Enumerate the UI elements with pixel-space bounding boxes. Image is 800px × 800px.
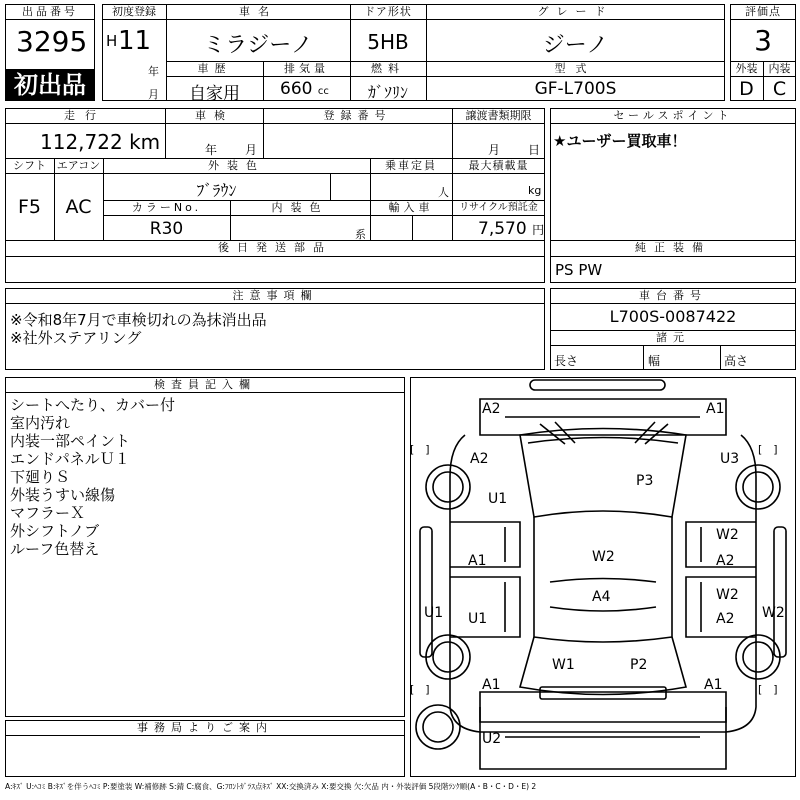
inspector-line: 室内汚れ	[10, 414, 71, 432]
transfer-label: 譲渡書類期限	[465, 109, 532, 122]
height-label: 高さ	[724, 354, 749, 368]
displacement-value: 660	[280, 79, 313, 99]
recycle	[478, 219, 544, 239]
reg-year-unit: 年	[148, 65, 159, 78]
shift-label: シフト	[13, 159, 46, 172]
fuel: ｶﾞｿﾘﾝ	[367, 83, 408, 102]
mileage-label: 走行	[64, 109, 106, 122]
intcolor-unit: 系	[355, 228, 366, 241]
diagram-mark: U1	[424, 605, 444, 621]
sales-label: セールスポイント	[613, 109, 733, 122]
length-label: 長さ	[554, 354, 579, 368]
color-label: 外装色	[208, 159, 265, 172]
reg-label: 初度登録	[112, 5, 156, 18]
history-label: 車歴	[197, 62, 232, 75]
diagram-mark: A2	[716, 553, 735, 569]
diagram-mark: A1	[704, 677, 723, 693]
width-label: 幅	[648, 354, 661, 368]
inspector-line: マフラーＸ	[10, 504, 86, 522]
ac-label: エアコン	[56, 159, 101, 172]
legend: A:ｷｽﾞ U:ﾍｺﾐ B:ｷｽﾞを伴うﾍｺﾐ P:要塗装 W:補修跡 S:錆 C:腐食、G:ﾌﾛﾝﾄｶﾞﾗｽ点ｷｽﾞ XX:交換済み X:要交換 欠:欠品 内・外装評価 5段階ﾗﾝｸ順(A・B・C・D・E) 2	[5, 782, 537, 791]
inspector-line: 外装うすい線傷	[10, 486, 116, 504]
diagram-bracket: [ ]	[410, 683, 430, 696]
mileage-value: 112,722	[40, 130, 123, 154]
inspection-label: 車検	[195, 109, 233, 122]
model-label: 型式	[554, 62, 597, 75]
inspection-month-unit: 月	[245, 143, 258, 157]
diagram-mark: W1	[552, 657, 575, 673]
intcolor-label: 内装色	[271, 201, 329, 214]
diagram-mark: U2	[482, 731, 502, 747]
exterior-color: ﾌﾞﾗｳﾝ	[196, 181, 237, 200]
door-label: ドア形状	[364, 5, 412, 18]
inspector-line: シートへたり、カバー付	[10, 396, 176, 414]
office-box	[5, 720, 405, 777]
chassis-number: L700S-0087422	[609, 307, 737, 326]
diagram-mark: W2	[716, 587, 739, 603]
diagram-mark: U1	[488, 491, 508, 507]
inspector-line: 下廻りＳ	[10, 468, 71, 486]
equipment: PS PW	[555, 261, 603, 279]
diagram-mark: A4	[592, 589, 611, 605]
transfer-month: 月	[488, 143, 501, 157]
parts-label: 後日発送部品	[218, 241, 332, 254]
chassis-label: 車台番号	[639, 289, 707, 302]
history: 自家用	[189, 84, 240, 104]
fuel-label: 燃料	[371, 62, 405, 75]
exterior-grade: D	[739, 78, 754, 100]
grade-label: グレード	[537, 5, 614, 18]
recycle-value: 7,570	[478, 219, 527, 239]
rating-label: 評価点	[745, 5, 781, 18]
displacement-unit: cc	[317, 86, 329, 97]
inspector-notes	[10, 396, 175, 558]
notes-line-1: ※令和8年7月で車検切れの為抹消出品	[10, 311, 267, 329]
capacity-unit: 人	[438, 186, 449, 199]
inspector-line: 外シフトノブ	[10, 522, 100, 540]
rating: 3	[754, 24, 772, 57]
diagram-mark: A2	[716, 611, 735, 627]
diagram-mark: A1	[706, 401, 725, 417]
inspector-box	[5, 377, 405, 717]
diagram-mark: A1	[482, 677, 501, 693]
interior-grade: C	[772, 78, 787, 100]
diagram-mark: A2	[482, 401, 501, 417]
diagram-bracket: [ ]	[758, 443, 778, 456]
grade: ジーノ	[542, 33, 609, 58]
load-label: 最大積載量	[468, 159, 529, 172]
transfer-day: 日	[528, 143, 541, 157]
first-listing-badge: 初出品	[6, 69, 94, 101]
diagram-bracket: [ ]	[410, 443, 430, 456]
car-name: ミラジーノ	[203, 33, 313, 58]
exterior-label: 外装	[735, 62, 758, 75]
diagram-mark: W2	[592, 549, 615, 565]
notes-box	[5, 288, 545, 370]
color-number: R30	[149, 219, 184, 239]
diagram-mark: U1	[468, 611, 488, 627]
equip-label: 純正装備	[635, 241, 711, 254]
car-name-label: 車名	[239, 5, 277, 18]
lot-label: 出品番号	[6, 5, 94, 20]
diagram-mark: P2	[630, 657, 648, 673]
interior-label: 内装	[768, 62, 791, 75]
displacement	[280, 79, 329, 99]
reg-year: 11	[118, 26, 152, 56]
shift: F5	[17, 196, 42, 218]
ac: AC	[65, 196, 92, 218]
diagram-mark: A2	[470, 451, 489, 467]
load-unit: kg	[528, 184, 542, 197]
plate-label: 登録番号	[323, 109, 392, 122]
diagram-mark: W2	[762, 605, 785, 621]
reg-month-unit: 月	[148, 88, 159, 101]
colorno-label: カラーNo.	[131, 201, 202, 214]
lot-box	[5, 4, 95, 101]
inspection-year-unit: 年	[205, 143, 218, 157]
inspector-line: ルーフ色替え	[10, 540, 100, 558]
recycle-label: リサイクル預託金	[459, 202, 538, 213]
displacement-label: 排気量	[284, 62, 329, 75]
inspector-line: 内装一部ペイント	[10, 432, 131, 450]
mileage-unit: km	[129, 130, 161, 154]
model: GF-L700S	[534, 79, 617, 99]
reg-era: H	[106, 32, 118, 50]
notes-line-2: ※社外ステアリング	[10, 329, 142, 347]
diagram-bracket: [ ]	[758, 683, 778, 696]
office-label: 事務局よりご案内	[6, 721, 404, 736]
inspector-label: 検査員記入欄	[6, 378, 404, 393]
diagram-mark: U3	[720, 451, 740, 467]
capacity-label: 乗車定員	[385, 159, 437, 172]
lot-number: 3295	[16, 25, 88, 58]
inspector-line: エンドパネルＵ１	[10, 450, 130, 468]
dims-label: 諸元	[656, 331, 690, 344]
diagram-mark: A1	[468, 553, 487, 569]
diagram-mark: P3	[636, 473, 654, 489]
import-label: 輸入車	[388, 201, 434, 214]
recycle-unit: 円	[532, 223, 545, 237]
notes-label: 注意事項欄	[6, 289, 544, 304]
car-diagram	[410, 377, 796, 777]
sales-point: ★ユーザー買取車！	[553, 132, 687, 150]
diagram-mark: W2	[716, 527, 739, 543]
mileage	[40, 130, 160, 154]
door-type: 5HB	[367, 30, 409, 54]
